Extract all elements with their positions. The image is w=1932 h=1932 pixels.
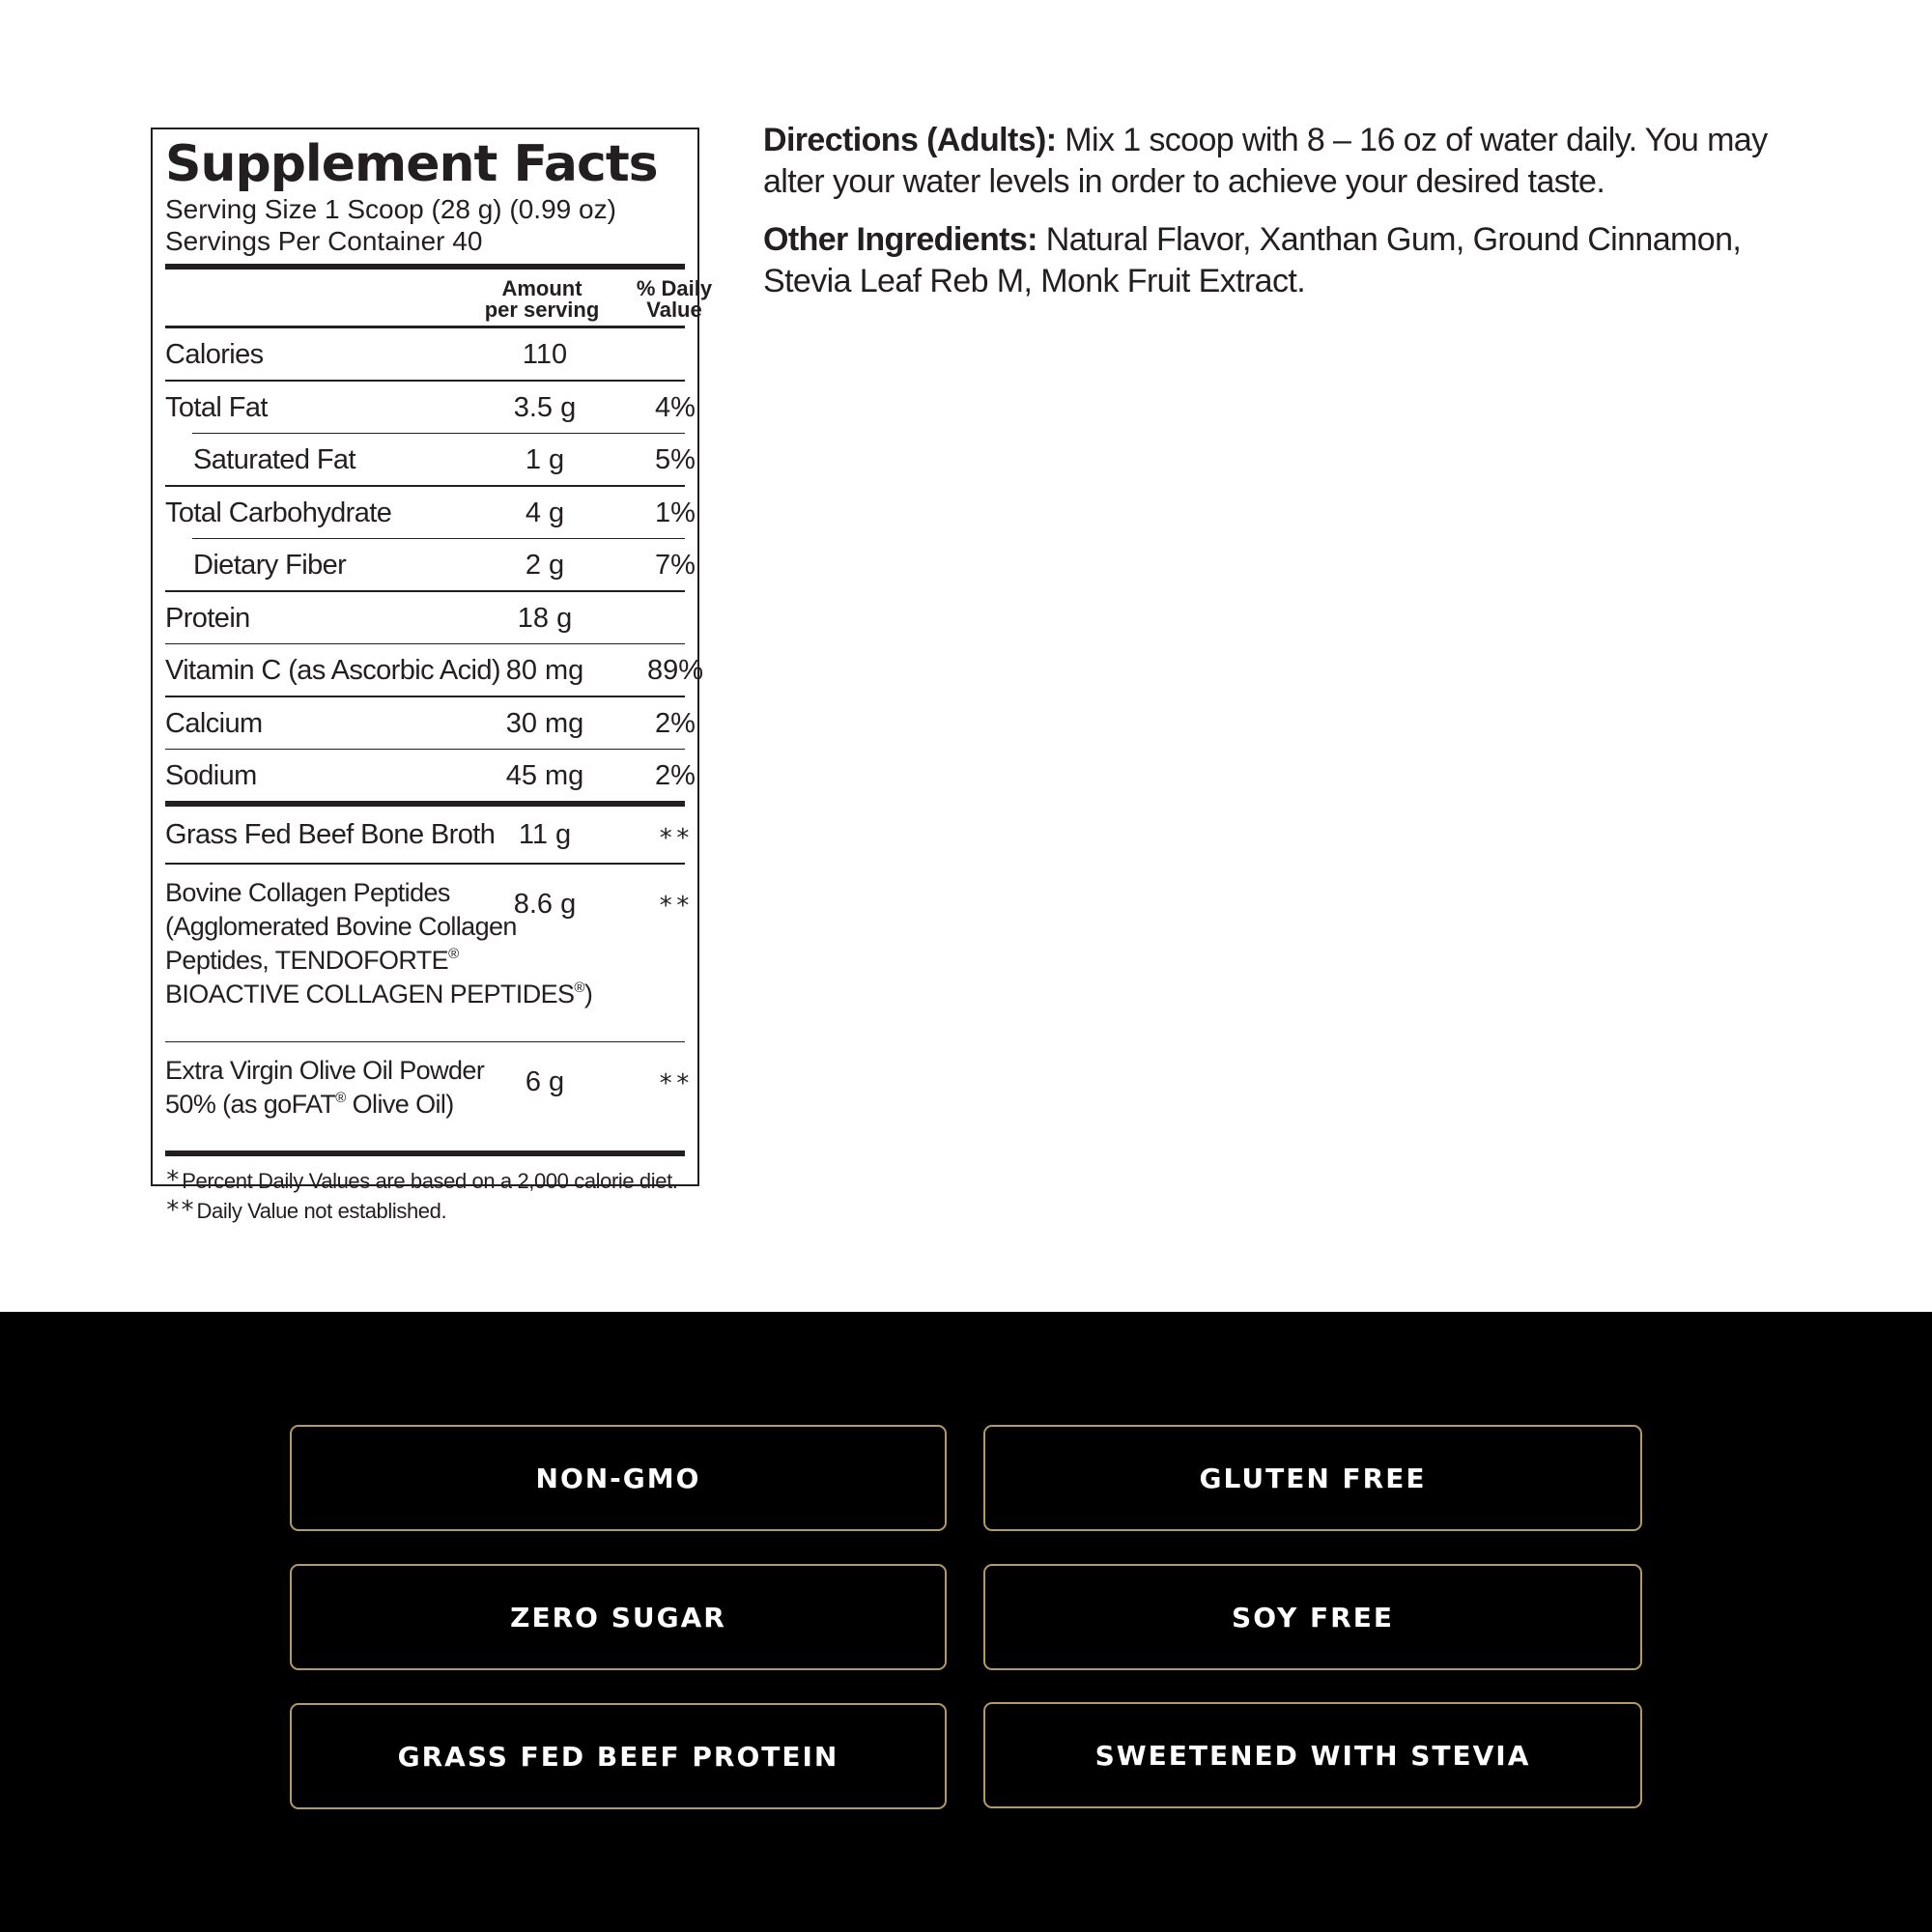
- column-dv-line2: Value: [646, 298, 702, 322]
- badge-zero-sugar: ZERO SUGAR: [290, 1564, 947, 1670]
- directions-label: Directions (Adults):: [763, 122, 1057, 158]
- row-divider: [165, 1041, 685, 1043]
- ingredient-line-text: BIOACTIVE COLLAGEN PEPTIDES: [165, 979, 575, 1009]
- registered-mark: ®: [335, 1090, 346, 1106]
- column-dv-line1: % Daily: [636, 276, 713, 300]
- ingredient-line: [165, 944, 685, 978]
- divider-thick: [165, 1151, 685, 1156]
- nutrient-row-vitamin-c: [165, 644, 704, 696]
- nutrient-dv: 89%: [646, 655, 704, 686]
- column-header: [165, 270, 713, 326]
- nutrient-row-calcium: [165, 697, 696, 749]
- footnote-text: Daily Value not established.: [196, 1199, 447, 1223]
- ingredient-dv: **: [658, 1069, 693, 1098]
- nutrient-name: Calcium: [165, 707, 263, 739]
- nutrient-dv: 2%: [655, 760, 696, 791]
- directions-text: Mix 1 scoop with 8 – 16 oz of water daily. You may alter your water levels in order to achieve your desired taste.: [763, 122, 1768, 200]
- nutrient-dv: 4%: [655, 391, 696, 423]
- nutrient-name: Dietary Fiber: [193, 550, 347, 581]
- nutrient-row-sodium: [165, 750, 696, 801]
- nutrient-name: Protein: [165, 602, 250, 634]
- supplement-facts-title: Supplement Facts: [165, 135, 658, 193]
- ingredient-line: Bovine Collagen Peptides: [165, 877, 450, 907]
- nutrient-row-saturated-fat: [165, 434, 696, 485]
- ingredient-line: [165, 1088, 685, 1122]
- ingredient-line: Extra Virgin Olive Oil Powder: [165, 1056, 485, 1085]
- nutrient-amount: 110: [522, 339, 568, 370]
- ingredient-row-olive-oil: [165, 1054, 693, 1151]
- nutrient-amount: 45 mg: [505, 760, 584, 791]
- nutrient-amount: 1 g: [525, 444, 565, 475]
- nutrient-amount: 18 g: [517, 602, 573, 634]
- ingredient-name: [165, 876, 685, 1011]
- ingredient-row-bone-broth: [165, 807, 693, 863]
- footnote-percent-dv: [165, 1166, 685, 1196]
- registered-mark: ®: [448, 945, 459, 962]
- nutrient-amount: 3.5 g: [513, 391, 577, 423]
- nutrient-dv: 2%: [655, 707, 696, 739]
- row-divider: [165, 863, 685, 865]
- badge-gluten-free: GLUTEN FREE: [983, 1425, 1642, 1531]
- nutrient-amount: 30 mg: [505, 707, 584, 739]
- footnote-mark: **: [165, 1196, 195, 1225]
- nutrient-name: Sodium: [165, 760, 257, 791]
- ingredient-line-text: ): [583, 979, 593, 1009]
- nutrient-name: Calories: [165, 339, 264, 370]
- badge-soy-free: SOY FREE: [983, 1564, 1642, 1670]
- servings-per-container: Servings Per Container 40: [165, 226, 483, 256]
- badge-sweetened-with-stevia: SWEETENED WITH STEVIA: [983, 1702, 1642, 1808]
- badge-non-gmo: NON-GMO: [290, 1425, 947, 1531]
- ingredient-dv: **: [658, 891, 693, 921]
- nutrient-dv: 1%: [655, 497, 696, 528]
- nutrient-name: Total Carbohydrate: [165, 497, 392, 528]
- ingredient-line: [165, 978, 685, 1011]
- other-ingredients-label: Other Ingredients:: [763, 221, 1037, 258]
- ingredient-amount: 11 g: [518, 819, 572, 850]
- supplement-facts-panel: [151, 128, 713, 1225]
- nutrient-row-total-fat: [165, 382, 696, 433]
- nutrient-amount: 4 g: [525, 497, 565, 528]
- ingredient-line-text: 50% (as goFAT: [165, 1090, 336, 1119]
- column-amount-line2: per serving: [484, 298, 600, 322]
- ingredient-amount: 8.6 g: [513, 888, 577, 920]
- column-amount-header: [455, 278, 629, 321]
- footnote-text: Percent Daily Values are based on a 2,000 calorie diet.: [182, 1169, 678, 1193]
- nutrient-dv: 5%: [655, 444, 696, 475]
- footnote-dv-not-established: [165, 1196, 685, 1226]
- footnotes: [165, 1166, 685, 1226]
- product-info: [763, 120, 1787, 319]
- ingredient-dv: **: [658, 824, 693, 853]
- ingredient-name: Grass Fed Beef Bone Broth: [165, 819, 496, 850]
- nutrient-row-protein: [165, 592, 685, 643]
- claims-band: [0, 1312, 1932, 1932]
- serving-size: Serving Size 1 Scoop (28 g) (0.99 oz): [165, 194, 616, 224]
- column-daily-value-header: [631, 278, 718, 321]
- footnote-mark: *: [165, 1166, 181, 1195]
- ingredient-amount: 6 g: [525, 1066, 565, 1097]
- ingredient-line: (Agglomerated Bovine Collagen: [165, 911, 517, 941]
- ingredient-line-text: Olive Oil): [345, 1090, 454, 1119]
- other-ingredients: [763, 219, 1787, 302]
- ingredient-row-collagen: [165, 876, 693, 1041]
- nutrient-dv: 7%: [655, 550, 696, 581]
- column-amount-line1: Amount: [501, 276, 582, 300]
- nutrient-name: Saturated Fat: [193, 444, 355, 475]
- directions: [763, 120, 1787, 203]
- registered-mark: ®: [574, 979, 584, 996]
- ingredient-line-text: Peptides, TENDOFORTE: [165, 945, 449, 975]
- ingredient-name: [165, 1054, 685, 1122]
- other-ingredients-text: Natural Flavor, Xanthan Gum, Ground Cinnamon, Stevia Leaf Reb M, Monk Fruit Extract.: [763, 221, 1742, 299]
- nutrient-row-total-carbohydrate: [165, 487, 696, 538]
- badge-grass-fed-beef-protein: GRASS FED BEEF PROTEIN: [290, 1703, 947, 1809]
- nutrient-row-calories: [165, 328, 685, 380]
- nutrient-name: Total Fat: [165, 391, 268, 423]
- nutrient-row-dietary-fiber: [165, 539, 696, 590]
- nutrient-name: Vitamin C (as Ascorbic Acid): [165, 655, 500, 686]
- nutrient-amount: 2 g: [525, 550, 565, 581]
- nutrient-amount: 80 mg: [505, 655, 584, 686]
